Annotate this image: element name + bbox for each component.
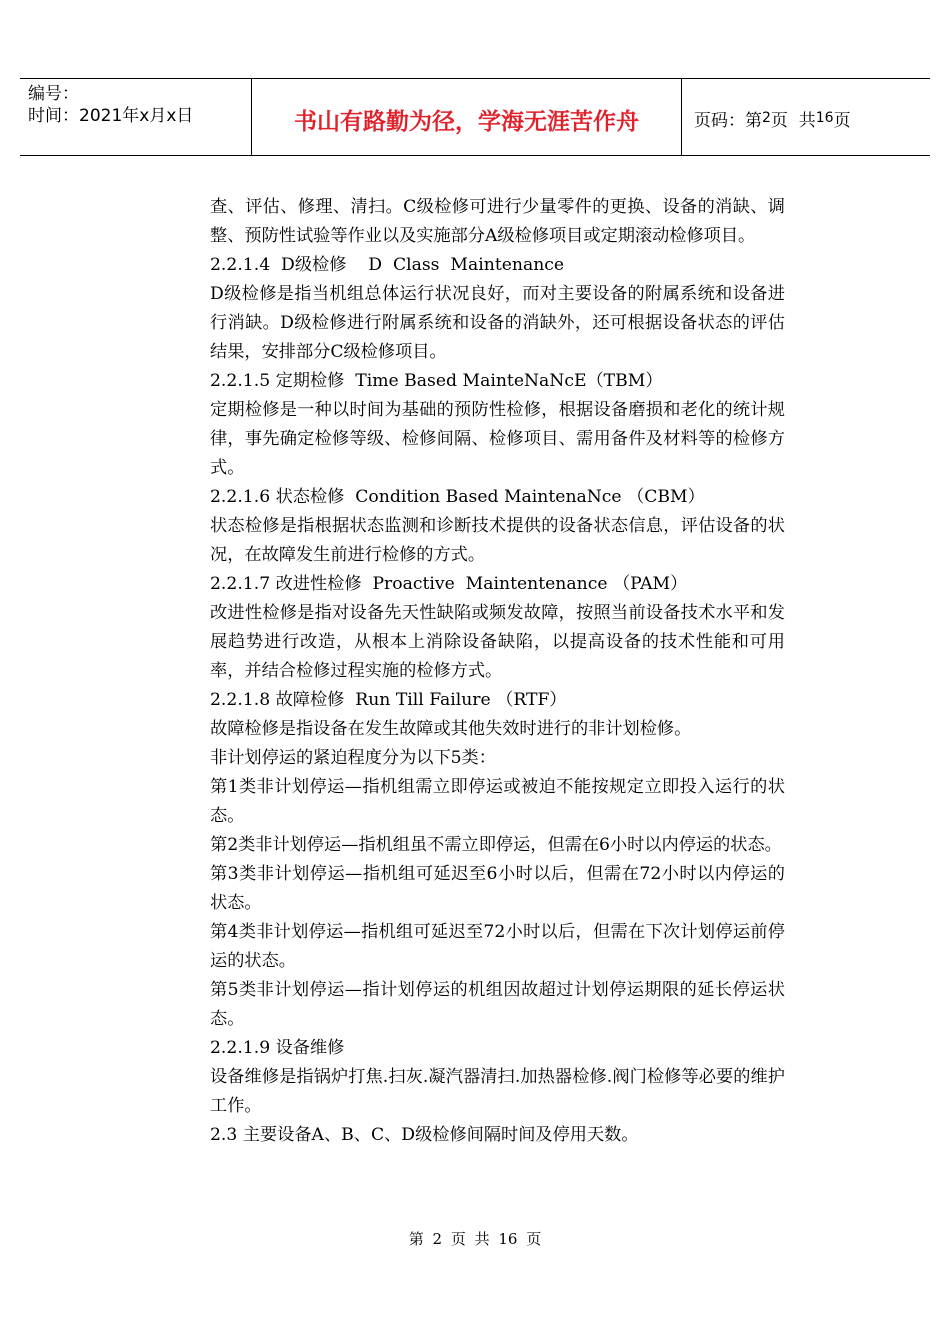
page-number: 2: [762, 110, 771, 126]
list-item: 第1类非计划停运—指机组需立即停运或被迫不能按规定立即投入运行的状态。: [210, 777, 785, 826]
section-heading: 2.2.1.7 改进性检修 Proactive Maintentenance （PAM）: [210, 574, 688, 594]
header-info-cell: [20, 79, 252, 155]
list-item: 第5类非计划停运—指计划停运的机组因故超过计划停运期限的延长停运状态。: [210, 980, 785, 1029]
document-body: [210, 193, 785, 1150]
section-heading: 2.2.1.4 D级检修 D Class Maintenance: [210, 255, 565, 275]
paragraph: 设备维修是指锅炉打焦.扫灰.凝汽器清扫.加热器检修.阀门检修等必要的维护工作。: [210, 1067, 785, 1116]
paragraph: 故障检修是指设备在发生故障或其他失效时进行的非计划检修。: [210, 719, 692, 739]
header-slogan: 书山有路勤为径，学海无涯苦作舟: [252, 79, 682, 155]
page-prefix: 页码：第: [694, 110, 762, 131]
page-footer: 第 2 页 共 16 页: [408, 1230, 542, 1248]
paragraph: 查、评估、修理、清扫。C级检修可进行少量零件的更换、设备的消缺、调整、预防性试验等作业以及实施部分A级检修项目或定期滚动检修项目。: [210, 197, 785, 246]
section-heading: 2.2.1.9 设备维修: [210, 1038, 345, 1058]
section-heading: 2.2.1.5 定期检修 Time Based MainteNaNcE（TBM）: [210, 371, 663, 391]
paragraph: 定期检修是一种以时间为基础的预防性检修，根据设备磨损和老化的统计规律，事先确定检修等级、检修间隔、检修项目、需用备件及材料等的检修方式。: [210, 400, 785, 478]
document-number-label: 编号：: [28, 84, 79, 104]
paragraph: 非计划停运的紧迫程度分为以下5类：: [210, 748, 496, 768]
paragraph: 改进性检修是指对设备先天性缺陷或频发故障，按照当前设备技术水平和发展趋势进行改造，从根本上消除设备缺陷，以提高设备的技术性能和可用率，并结合检修过程实施的检修方式。: [210, 603, 785, 681]
list-item: 第4类非计划停运—指机组可延迟至72小时以后，但需在下次计划停运前停运的状态。: [210, 922, 785, 971]
list-item: 第3类非计划停运—指机组可延迟至6小时以后，但需在72小时以内停运的状态。: [210, 864, 785, 913]
paragraph: D级检修是指当机组总体运行状况良好，而对主要设备的附属系统和设备进行消缺。D级检修进行附属系统和设备的消缺外，还可根据设备状态的评估结果，安排部分C级检修项目。: [210, 284, 785, 362]
page-header: [20, 78, 930, 156]
page-mid: 页 共: [770, 110, 816, 131]
header-page-indicator: [682, 79, 930, 155]
list-item: 第2类非计划停运—指机组虽不需立即停运，但需在6小时以内停运的状态。: [210, 835, 782, 855]
page-suffix: 页: [833, 110, 851, 131]
document-time-label: 时间：2021年x月x日: [28, 106, 194, 126]
page-total: 16: [815, 110, 834, 126]
section-heading: 2.3 主要设备A、B、C、D级检修间隔时间及停用天数。: [210, 1125, 639, 1145]
paragraph: 状态检修是指根据状态监测和诊断技术提供的设备状态信息，评估设备的状况，在故障发生前进行检修的方式。: [210, 516, 785, 565]
section-heading: 2.2.1.6 状态检修 Condition Based MaintenaNce （CBM）: [210, 487, 705, 507]
section-heading: 2.2.1.8 故障检修 Run Till Failure （RTF）: [210, 690, 567, 710]
